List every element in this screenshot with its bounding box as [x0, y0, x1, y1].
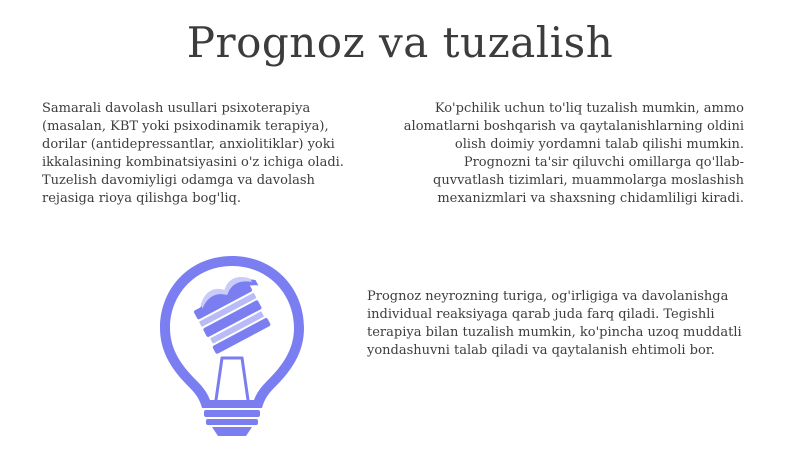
paragraph-prognosis: Prognoz neyrozning turiga, og'irligiga va davolanishga individual reaksiyaga qarab juda farq qiladi. Tegishli terapiya bilan tuzalish mumkin, ko'pincha uzoq muddatli yondashuvni talab qiladi va qaytalanish ehtimoli bor.	[367, 289, 742, 358]
paragraph-treatment: Samarali davolash usullari psixoterapiya (masalan, KBT yoki psixodinamik terapiya), dorilar (antidepressantlar, anxiolitiklar) yoki ikkalasining kombinatsiyasini o'z ichiga oladi. Tuzelish davomiyligi odamga va davolash rejasiga rioya qilishga bog'liq.	[42, 101, 344, 206]
slide-title: Prognoz va tuzalish	[186, 18, 614, 67]
paragraph-recovery: Ko'pchilik uchun to'liq tuzalish mumkin, ammo alomatlarni boshqarish va qaytalanishlarning oldini olish doimiy yordamni talab qilishi mumkin. Prognozni ta'sir qiluvchi omillarga qo'llab-quvvatlash tizimlari, muammolarga moslashish mexanizmlari va shaxsning chidamliligi kiradi.	[403, 101, 744, 206]
lightbulb-with-book-icon	[150, 250, 315, 440]
